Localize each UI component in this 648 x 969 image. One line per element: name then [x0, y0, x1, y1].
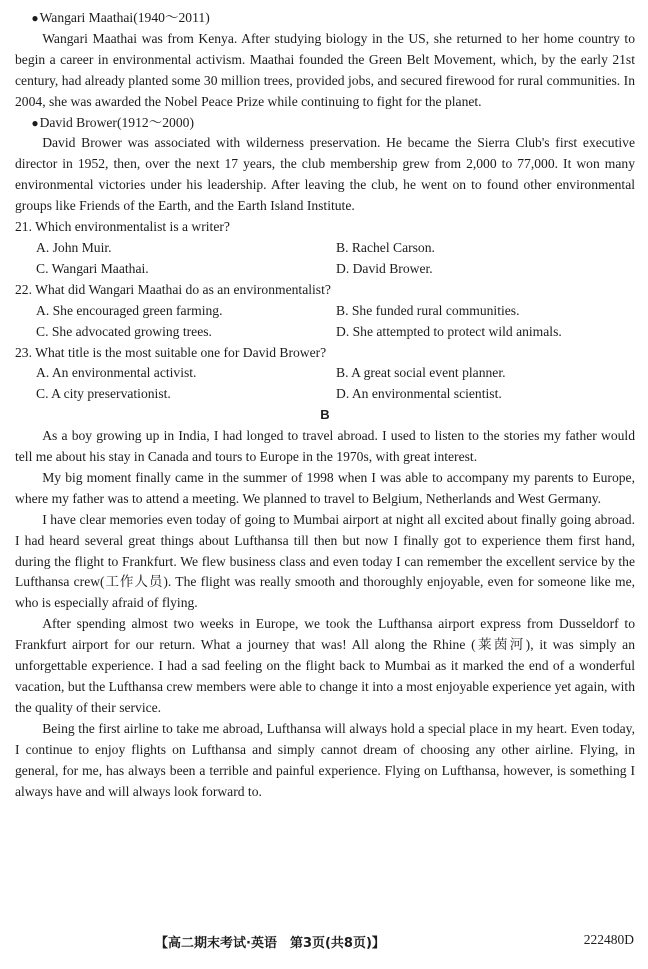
bullet-icon: ●	[31, 115, 39, 130]
section-b-label: B	[320, 407, 330, 423]
question-stem: 22. What did Wangari Maathai do as an environmentalist?	[15, 281, 331, 297]
option-d: D. An environmental scientist.	[336, 386, 502, 402]
brower-paragraph: David Brower was associated with wilderness preservation. He became the Sierra Club's first executive director in 1952, then, over the next 17 years, the club membership grew from 2,000 to 77,000. It won many environmental victories under his leadership. After leaving the club, he went on to found other environmental groups like Friends of the Earth, and the Earth Island Institute.	[15, 135, 635, 214]
option-d: D. She attempted to protect wild animals.	[336, 323, 562, 339]
exam-page	[15, 8, 635, 802]
page-footer	[0, 932, 648, 954]
question-23	[15, 343, 635, 406]
bullet-icon: ●	[31, 11, 39, 25]
option-a: A. She encouraged green farming.	[36, 302, 223, 318]
section-b-paragraph: My big moment finally came in the summer of 1998 when I was able to accompany my parents to Europe, where my father was to attend a meeting. We planned to travel to Belgium, Netherlands and West Germany.	[15, 469, 635, 506]
option-c: C. Wangari Maathai.	[36, 260, 149, 276]
question-22	[15, 280, 635, 343]
option-a: A. An environmental activist.	[36, 365, 197, 381]
footer-code: 222480D	[583, 932, 634, 947]
maathai-heading: ●Wangari Maathai(1940～2011)	[31, 10, 210, 25]
brower-heading: ●David Brower(1912～2000)	[31, 114, 194, 130]
maathai-paragraph: Wangari Maathai was from Kenya. After studying biology in the US, she returned to her home country to begin a career in environmental activism. Maathai founded the Green Belt Movement, which, by the early 21st century, had already planted some 30 million trees, provided jobs, and secured firewood for rural communities. In 2004, she was awarded the Nobel Peace Prize while continuing to fight for the planet.	[15, 30, 635, 109]
question-21	[15, 217, 635, 280]
question-stem: 23. What title is the most suitable one for David Brower?	[15, 344, 327, 360]
option-a: A. John Muir.	[36, 239, 112, 255]
option-d: D. David Brower.	[336, 260, 433, 276]
option-c: C. A city preservationist.	[36, 386, 171, 402]
option-c: C. She advocated growing trees.	[36, 323, 212, 339]
section-b-paragraph: After spending almost two weeks in Europe, we took the Lufthansa airport express from Dusseldorf to Frankfurt airport for our return. What a journey that was! All along the Rhine (莱茵河), it was simply an unforgettable experience. I had a sad feeling on the flight back to Mumbai as it marked the end of a wonderful vacation, but the Lufthansa crew members were able to change it into a most enjoyable experience yet again, with the quality of their service.	[15, 616, 635, 715]
section-b-paragraph: As a boy growing up in India, I had longed to travel abroad. I used to listen to the stories my father would tell me about his stay in Canada and tours to Europe in the 1970s, with great interest.	[15, 428, 635, 465]
section-b-paragraph: I have clear memories even today of going to Mumbai airport at night all excited about finally going abroad. I had heard several great things about Lufthansa till then but now I finally got to experience them first hand, during the flight to Frankfurt. We flew business class and even today I can remember the excellent service by the Lufthansa crew(工作人员). The flight was really smooth and thoroughly enjoyable, even for someone like me, who is especially afraid of flying.	[15, 511, 635, 611]
footer-exam-info: 【高二期末考试·英语 第3页(共8页)】	[155, 936, 385, 951]
option-b: B. She funded rural communities.	[336, 302, 520, 318]
option-b: B. A great social event planner.	[336, 365, 506, 381]
section-b-paragraph: Being the first airline to take me abroad, Lufthansa will always hold a special place in my heart. Even today, I continue to enjoy flights on Lufthansa and simply cannot dream of choosing any other airline. Flying, in general, for me, has always been a terrible and painful experience. Flying on Lufthansa, however, is something I always have and will always look forward to.	[15, 720, 635, 799]
question-stem: 21. Which environmentalist is a writer?	[15, 219, 230, 235]
option-b: B. Rachel Carson.	[336, 239, 435, 255]
